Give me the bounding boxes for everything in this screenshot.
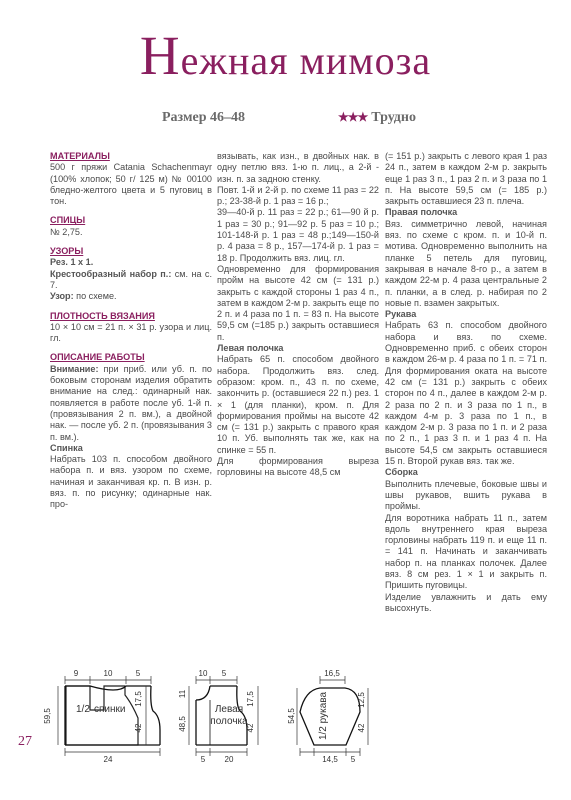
back-side: 42: [134, 723, 143, 733]
col3-para-5: Для воротника набрать 11 п., затем вдоль внутреннего края выреза горловины набрать 119 п. и еще 11 п. = 141 п. Начинать и заканчивать набор п. на планках полочек. Далее вяз. 8 см рез. 1 × 1 и закрыть п. Пришить пуговицы.: [385, 512, 547, 591]
back-total: 59,5: [43, 708, 52, 724]
col3-para-3: Набрать 63 п. способом двойного набора и вяз. по схеме. Одновременно приб. с обеих сторон в каждом 26-м р. 4 раза по 1 п. = 71 п. Для формирования оката на высоте 42 см (= 131 р.) закрыть с обеих сторон по 4 п., далее в каждом 2-м р. 2 раза по 2 п. и 3 раза по 1 п., в каждом 4-м р. 3 раза по 1 п., в каждом 2-м р. 3 раза по 1 п. и 2 раза по 2 п., 1 раз 3 п. и 1 раз 4 п. На высоте 54,5 см закрыть оставшиеся 15 п. Второй рукав вяз. так же.: [385, 320, 547, 467]
front-label-1: Левая: [214, 704, 244, 715]
front-bottom: 20: [224, 755, 234, 764]
front-armhole: 17,5: [246, 691, 255, 707]
back-top-2: 10: [103, 669, 113, 678]
rib-text: Рез. 1 х 1.: [50, 257, 94, 268]
front-label-2: полочка: [210, 716, 248, 727]
sleeve-top: 16,5: [324, 669, 340, 678]
sleeve-outline: [300, 688, 360, 745]
front-top-1: 10: [198, 669, 208, 678]
gauge-heading: ПЛОТНОСТЬ ВЯЗАНИЯ: [50, 310, 155, 321]
back-top-1: 9: [73, 669, 79, 678]
difficulty-stars: ★★★: [338, 110, 368, 124]
patterns-heading: УЗОРЫ: [50, 246, 84, 257]
page-title: Нежная мимоза: [139, 25, 432, 86]
size-label: Размер 46–48: [162, 110, 246, 125]
cast-on-text: Крестообразный набор п.: см. на с. 7.: [50, 268, 212, 290]
front-neck: 11: [178, 689, 187, 699]
assembly-heading: Сборка: [385, 467, 418, 478]
sleeve-bottom: 14,5: [322, 755, 338, 764]
back-label: спинки: [94, 704, 126, 715]
attention-text: Внимание: при приб. или уб. п. по боковым сторонам изделия обратить внимание на след.: одинарный нак. появляется в работе после уб. 1-й п. (провязывания 2 п. вм.), а двойной нак. — после уб. 2 п. (провязывания 3 п. вм.).: [50, 363, 212, 442]
back-label-frac-visible: 1/2: [76, 704, 90, 715]
back-bottom: 24: [103, 755, 113, 764]
front-bottom-left: 5: [200, 755, 206, 764]
front-side: 42: [246, 723, 255, 733]
col2-para-3: 39—40-й р. 11 раз = 22 р.; 61—90 й р. 1 раз = 30 р.; 91—92 р. 5 раз = 10 р.; 101-148-й р. 1 раз = 48 р.;149—150-й р. 4 раза = 8 р., 157—174-й р. 1 раз = 18 р. Продолжить вяз. лиц. гл.: [217, 207, 379, 263]
col2-para-4: Одновременно для формирования пройм на высоте 42 см (= 131 р.) закрыть с каждой стороны 1 раз 4 п., затем в каждом 2-м р. закрыть еще по 2 п. и 4 раза по 1 п. = 83 п. На высоте 59,5 см (=185 р.) закрыть оставшиеся п.: [217, 263, 379, 342]
sleeve-side: 42: [357, 723, 366, 733]
front-top-2: 5: [221, 669, 227, 678]
needles-heading: СПИЦЫ: [50, 215, 86, 226]
materials-text: 500 г пряжи Catania Schachenmayr (100% хлопок; 50 г/ 125 м) № 00100 бледно-желтого цвета и 5 пуговиц в тон.: [50, 162, 212, 207]
description-heading: ОПИСАНИЕ РАБОТЫ: [50, 352, 145, 363]
col2-para-2: Повт. 1-й и 2-й р. по схеме 11 раз = 22 р.; 23-38-й р. 1 раз = 16 р.;: [217, 184, 379, 207]
sleeve-inc: 5: [350, 755, 356, 764]
pattern-text: Узор: по схеме.: [50, 291, 117, 302]
col3-para-6: Изделие увлажнить и дать ему высохнуть.: [385, 591, 547, 613]
right-front-heading: Правая полочка: [385, 207, 458, 218]
materials-heading: МАТЕРИАЛЫ: [50, 151, 110, 161]
back-armhole: 17,5: [134, 691, 143, 707]
needles-text: № 2,75.: [50, 226, 83, 237]
col2-para-1: вязывать, как изн., в двойных нак. в одну петлю вяз. 1-ю п. лиц., а 2-й - изн. п. за задною стенку.: [217, 151, 379, 184]
difficulty-text: Трудно: [371, 110, 416, 125]
gauge-text: 10 × 10 см = 21 п. × 31 р. узора и лиц. гл.: [50, 321, 212, 344]
sleeve-total: 54,5: [287, 708, 296, 724]
back-text: Набрать 103 п. способом двойного набора п. и вяз. узором по схеме, начиная и заканчивая кр. п. В изн. р. вяз. п. по рисунку; одинарные нак. про-: [50, 454, 212, 510]
page-number: 27: [18, 734, 32, 749]
col2-para-6: Для формирования выреза горловины на высоте 48,5 см: [217, 456, 379, 478]
back-top-3: 5: [135, 669, 141, 678]
sleeve-cap: 12,5: [357, 692, 366, 708]
col2-para-5: Набрать 65 п. способом двойного набора. Продолжить вяз. след. образом: кром. п., 43 п. по схеме, закончить р. (оставшиеся 22 п.) рез. 1 × 1 (для планки), кром. п. Для формирования проймы на высоте 42 см (= 131 р.) закрыть с правого края 10 п. Уб. выполнять так же, как на спинке = 55 п.: [217, 354, 379, 455]
front-total: 48,5: [178, 716, 187, 732]
col3-para-1: (= 151 р.) закрыть с левого края 1 раз 24 п., затем в каждом 2-м р. закрыть еще 1 раз 3 п., 1 раз 2 п. и 3 раза по 1 п. На высоте 59,5 см (= 185 р.) закрыть оставшиеся 23 п. плеча.: [385, 151, 547, 207]
col3-para-4: Выполнить плечевые, боковые швы и швы рукавов, вшить рукава в проймы.: [385, 478, 547, 512]
sleeves-heading: Рукава: [385, 309, 417, 320]
left-front-heading: Левая полочка: [217, 343, 284, 354]
back-heading: Спинка: [50, 442, 83, 453]
col3-para-2: Вяз. симметрично левой, начиная вяз. по схеме с кром. п. и 10-й п. мотива. Одновременно выполнить на планке 5 петель для пуговиц, закрывая в начале 8-го р., а затем в каждом 22-м р. 4 раза центральные 2 п. планки, а в след. р. набирая по 2 новые п. взамен закрытых.: [385, 218, 547, 308]
sleeve-label: 1/2 рукава: [318, 691, 329, 741]
